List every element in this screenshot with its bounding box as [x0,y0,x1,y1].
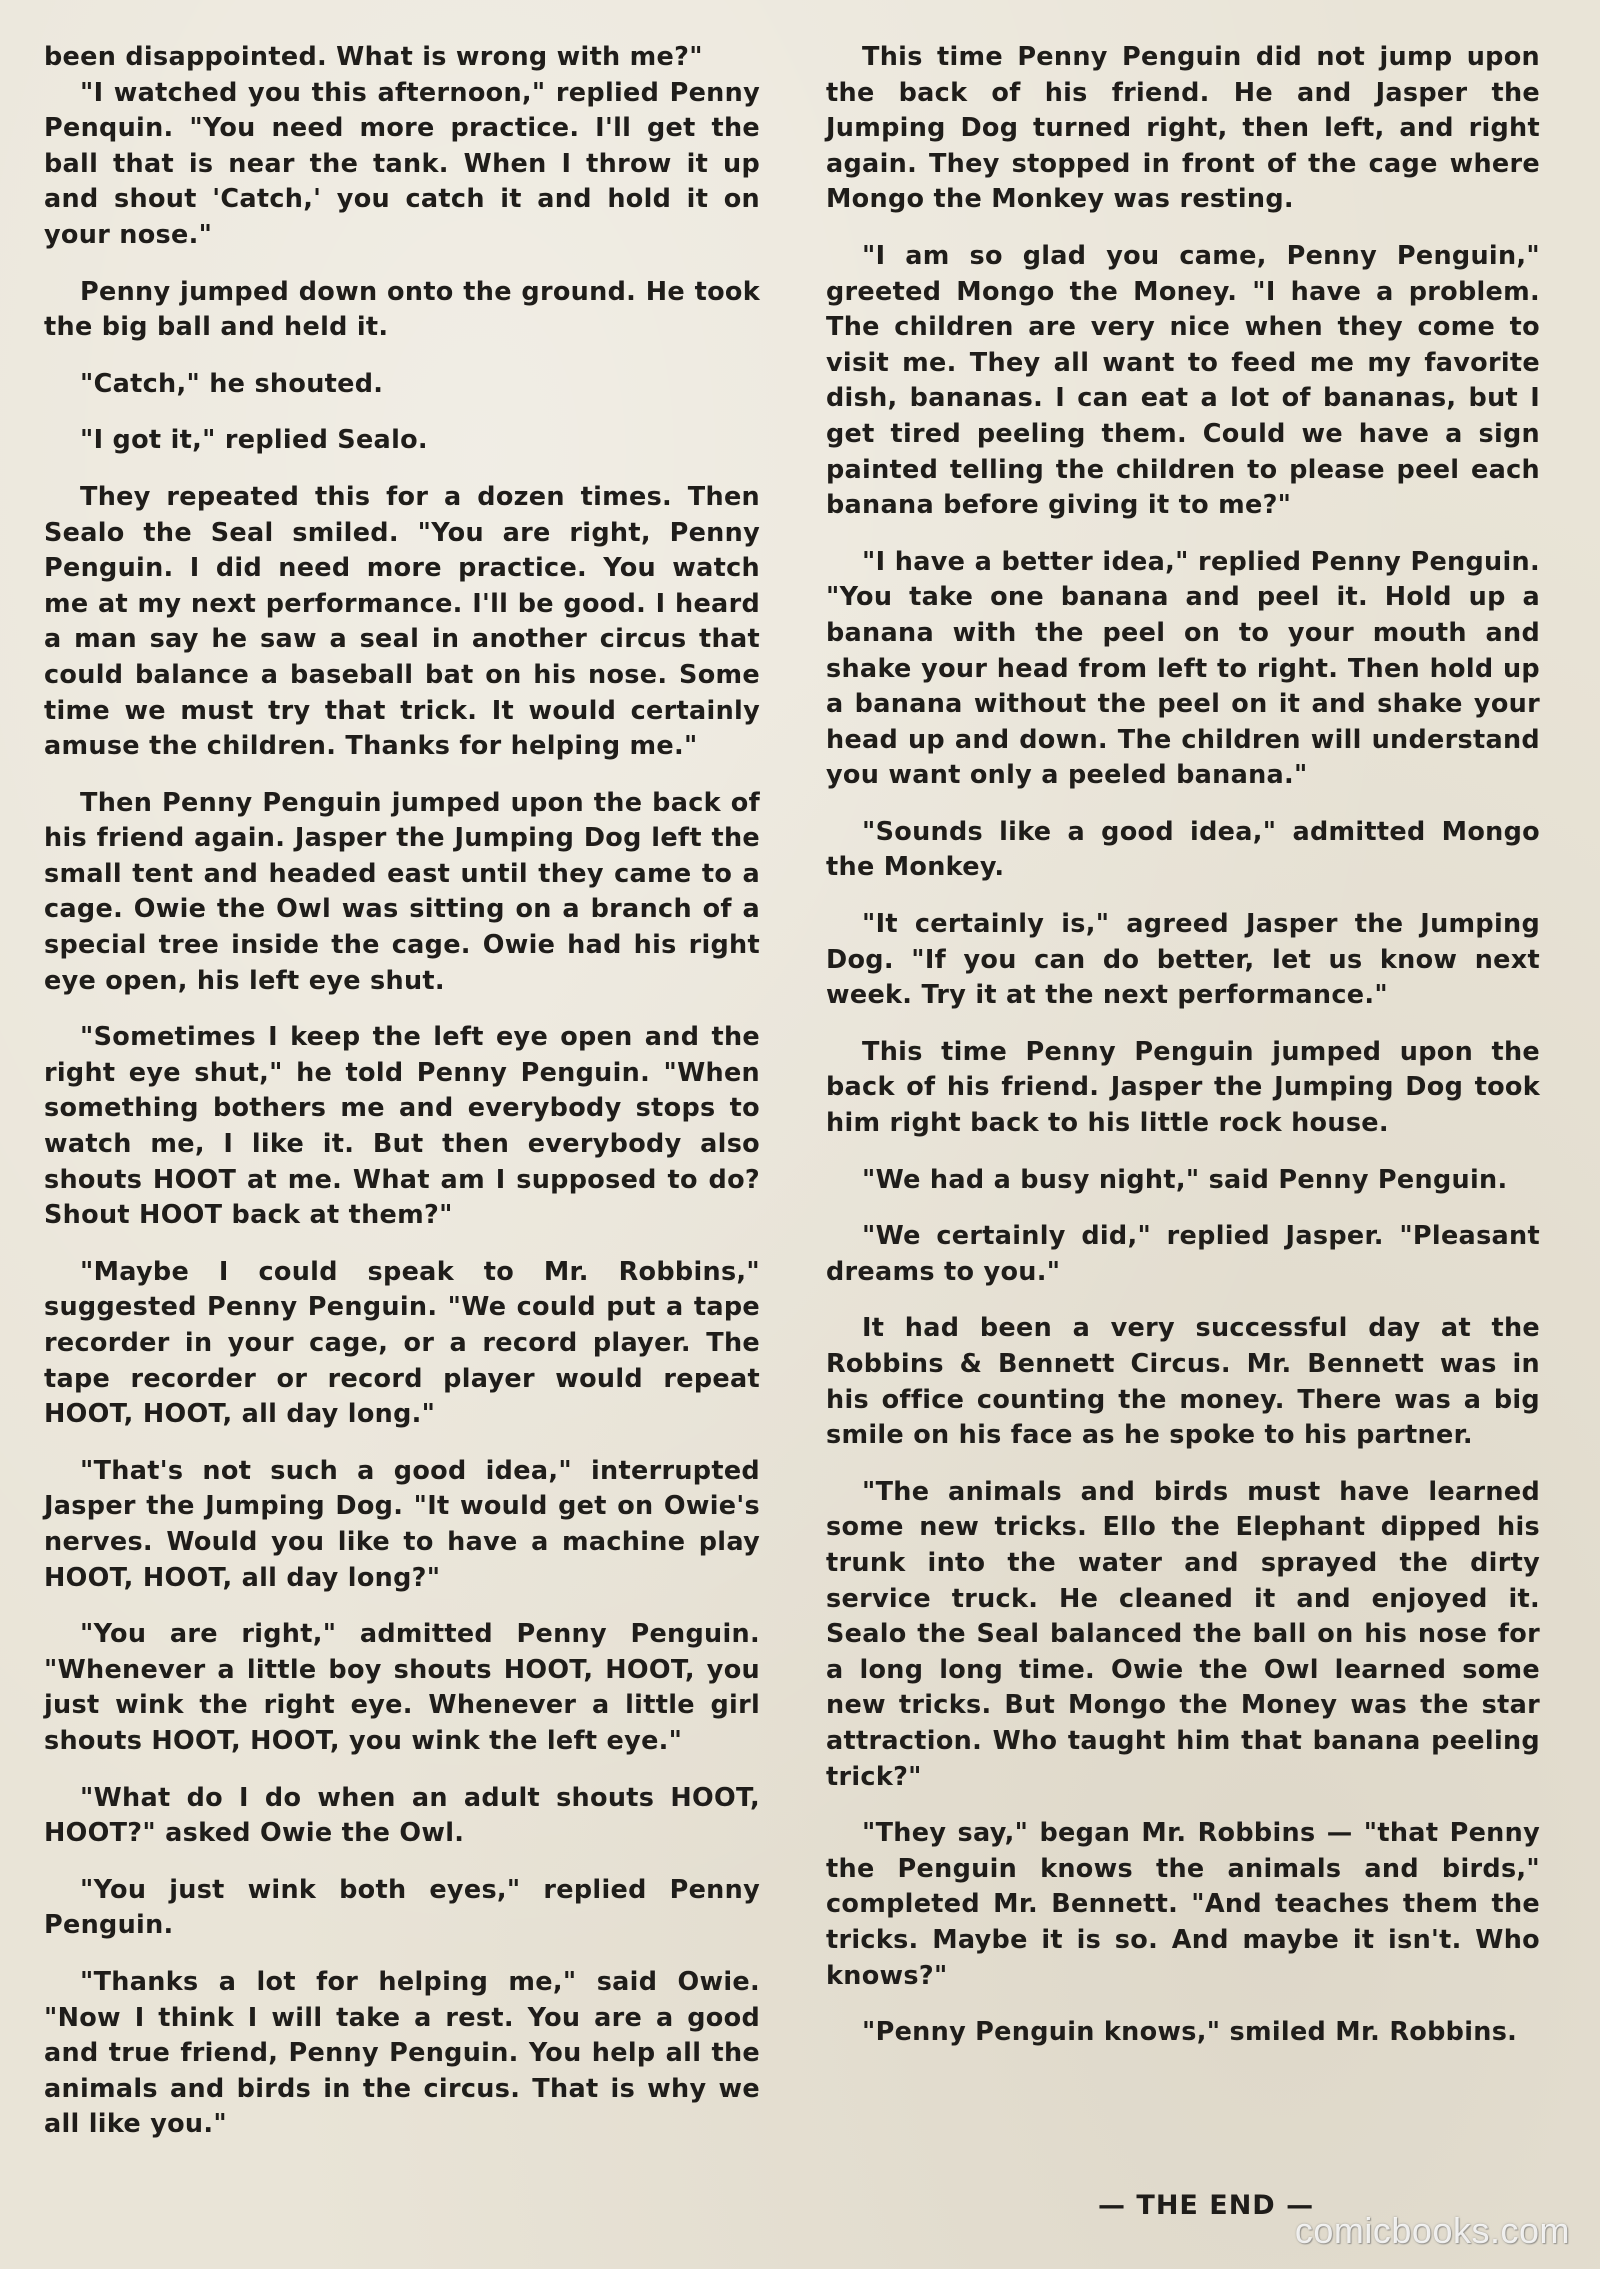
left-text-column [44,40,760,2164]
paragraph: "Sometimes I keep the left eye open and the right eye shut," he told Penny Penguin. "When something bothers me and everybody stops to watch me, I like it. But then everybody also shouts HOOT at me. What am I supposed to do? Shout HOOT back at them?" [44,1022,760,1231]
paragraph: Then Penny Penguin jumped upon the back of his friend again. Jasper the Jumping Dog left the small tent and headed east until they came to a cage. Owie the Owl was sitting on a branch of a special tree inside the cage. Owie had his right eye open, his left eye shut. [44,787,760,996]
paragraph: "Maybe I could speak to Mr. Robbins," suggested Penny Penguin. "We could put a tape recorder in your cage, or a record player. The tape recorder or record player would repeat HOOT, HOOT, all day long." [44,1256,760,1430]
paragraph: This time Penny Penguin jumped upon the back of his friend. Jasper the Jumping Dog took him right back to his little rock house. [826,1036,1540,1139]
paragraph: "They say," began Mr. Robbins — "that Penny the Penguin knows the animals and birds," completed Mr. Bennett. "And teaches them the tricks. Maybe it is so. And maybe it isn't. Who knows?" [826,1818,1540,1991]
paragraph: This time Penny Penguin did not jump upon the back of his friend. He and Jasper the Jumping Dog turned right, then left, and right again. They stopped in front of the cage where Mongo the Monkey was resting. [826,42,1540,215]
paragraph: "I have a better idea," replied Penny Penguin. "You take one banana and peel it. Hold up a banana with the peel on to your mouth and shake your head from left to right. Then hold up a banana without the peel on it and shake your head up and down. The children will understand you want only a peeled banana." [826,546,1540,791]
paragraph: "You are right," admitted Penny Penguin. "Whenever a little boy shouts HOOT, HOOT, you just wink the right eye. Whenever a little girl shouts HOOT, HOOT, you wink the left eye." [44,1619,760,1756]
paragraph: "We had a busy night," said Penny Penguin. [862,1164,1508,1195]
paragraph: "We certainly did," replied Jasper. "Pleasant dreams to you." [826,1221,1540,1287]
paragraph: "I am so glad you came, Penny Penguin," greeted Mongo the Money. "I have a problem. The children are very nice when they come to visit me. They all want to feed me my favorite dish, bananas. I can eat a lot of bananas, but I get tired peeling them. Could we have a sign painted telling the children to please peel each banana before giving it to me?" [826,240,1540,521]
paragraph: It had been a very successful day at the Robbins & Bennett Circus. Mr. Bennett was in his office counting the money. There was a big smile on his face as he spoke to his partner. [826,1313,1540,1451]
paragraph: "It certainly is," agreed Jasper the Jumping Dog. "If you can do better, let us know next week. Try it at the next performance." [826,909,1540,1011]
paragraph: Penny jumped down onto the ground. He took the big ball and held it. [44,276,760,343]
site-watermark: comicbooks.com [1294,2210,1570,2251]
paragraph: "Thanks a lot for helping me," said Owie. "Now I think I will take a rest. You are a good and true friend, Penny Penguin. You help all the animals and birds in the circus. That is why we all like you." [44,1966,760,2140]
paragraph: They repeated this for a dozen times. Then Sealo the Seal smiled. "You are right, Penny Penguin. I did need more practice. You watch me at my next performance. I'll be good. I heard a man say he saw a seal in another circus that could balance a baseball bat on his nose. Some time we must try that trick. It would certainly amuse the children. Thanks for helping me." [44,481,760,762]
right-text-column [826,40,1540,2072]
paragraph: "What do I do when an adult shouts HOOT, HOOT?" asked Owie the Owl. [44,1782,760,1849]
paragraph: "Penny Penguin knows," smiled Mr. Robbins. [862,2017,1518,2048]
paragraph: "Catch," he shouted. [80,368,384,399]
paragraph: "I watched you this afternoon," replied Penny Penquin. "You need more practice. I'll get the ball that is near the tank. When I throw it up and shout 'Catch,' you catch it and hold it on your nose." [44,77,760,250]
paragraph: "You just wink both eyes," replied Penny Penguin. [44,1874,760,1941]
paragraph: "The animals and birds must have learned some new tricks. Ello the Elephant dipped his trunk into the water and sprayed the dirty service truck. He cleaned it and enjoyed it. Sealo the Seal balanced the ball on his nose for a long long time. Owie the Owl learned some new tricks. But Mongo the Money was the star attraction. Who taught him that banana peeling trick?" [826,1476,1540,1792]
paragraph: "That's not such a good idea," interrupted Jasper the Jumping Dog. "It would get on Owie's nerves. Would you like to have a machine play HOOT, HOOT, all day long?" [44,1455,760,1593]
the-end-label: — THE END — [1098,2190,1315,2221]
paragraph: been disappointed. What is wrong with me?" [44,42,703,72]
paragraph: "Sounds like a good idea," admitted Mongo the Monkey. [826,816,1540,883]
paragraph: "I got it," replied Sealo. [80,425,428,456]
